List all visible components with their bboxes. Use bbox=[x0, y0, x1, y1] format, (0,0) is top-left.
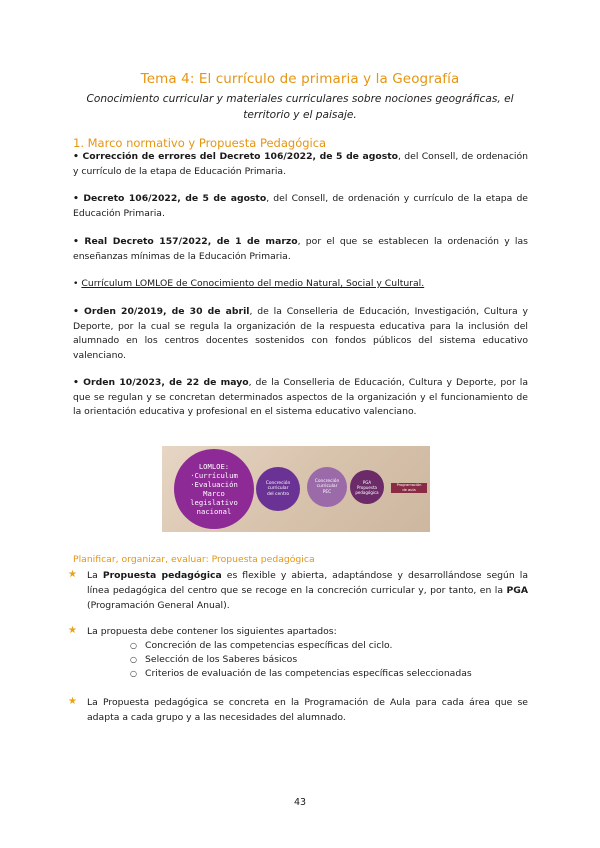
diagram-circle-concrecion-centro: Concreción curricular del centro bbox=[256, 467, 300, 511]
paragraph-real-decreto bbox=[73, 235, 528, 264]
star-item-propuesta bbox=[87, 568, 528, 613]
diagram-circle-lomloe: LOMLOE: ·Currículum ·Evaluación Marco legislativo nacional bbox=[174, 449, 254, 529]
document-title: Tema 4: El currículo de primaria y la Geografía bbox=[140, 71, 460, 87]
circle-bullet-icon: ○ bbox=[130, 669, 137, 678]
sub-item: Selección de los Saberes básicos bbox=[145, 654, 298, 665]
subtitle-line-1: Conocimiento curricular y materiales curriculares sobre nociones geográficas, el bbox=[86, 93, 514, 105]
paragraph-bold: • Orden 10/2023, de 22 de mayo bbox=[73, 377, 249, 388]
circle-bullet-icon: ○ bbox=[130, 655, 137, 664]
star-bullet-icon: ★ bbox=[68, 569, 77, 580]
item-text: es flexible y abierta, adaptándose y desarrollándose según la línea pedagógica del centro que se recoge en la concreción curricular y, por tanto, en la bbox=[87, 570, 529, 596]
circle-bullet-icon: ○ bbox=[130, 641, 137, 650]
paragraph-bold: • Corrección de errores del Decreto 106/2022, de 5 de agosto bbox=[73, 151, 399, 162]
bullet: • bbox=[73, 278, 82, 289]
paragraph-orden-20-2019 bbox=[73, 305, 528, 363]
subtitle-line-2: territorio y el paisaje. bbox=[243, 109, 357, 121]
sub-item: Concreción de las competencias específicas del ciclo. bbox=[145, 640, 393, 651]
page-number: 43 bbox=[293, 797, 307, 808]
star-item-programacion-aula: La Propuesta pedagógica se concreta en la Programación de Aula para cada área que se adapta a cada grupo y a las necesidades del alumnado. bbox=[87, 697, 528, 723]
item-text: (Programación General Anual). bbox=[87, 600, 230, 611]
item-text: La bbox=[87, 570, 103, 581]
star-bullet-icon: ★ bbox=[68, 696, 77, 707]
paragraph-text: , por el que se establecen la ordenación y las enseñanzas mínimas de la Educación Primaria. bbox=[73, 236, 528, 262]
paragraph-bold: • Decreto 106/2022, de 5 de agosto bbox=[73, 193, 267, 204]
diagram-circle-pga: PGA Propuesta pedagógica bbox=[350, 470, 384, 504]
star-item-apartados: La propuesta debe contener los siguientes apartados: bbox=[87, 626, 337, 637]
paragraph-text: , de la Conselleria de Educación, Cultura y Deporte, por la que se regulan y se concretan determinados aspectos de la organización y el funcionamiento de la orientación educativa y profesional en el sistema educativo valenciano. bbox=[73, 377, 528, 418]
section-heading-marco-normativo: 1. Marco normativo y Propuesta Pedagógica bbox=[73, 136, 327, 150]
paragraph-curriculum-link bbox=[73, 277, 528, 292]
document-subtitle bbox=[60, 91, 540, 123]
section-heading-planificar: Planificar, organizar, evaluar: Propuesta pedagógica bbox=[73, 554, 315, 565]
paragraph-orden-10-2023 bbox=[73, 376, 528, 420]
diagram-circle-pec: Concreción curricular PEC bbox=[307, 467, 347, 507]
curriculum-link[interactable]: Currículum LOMLOE de Conocimiento del medio Natural, Social y Cultural. bbox=[81, 278, 425, 289]
paragraph-bold: • Orden 20/2019, de 30 de abril bbox=[73, 306, 250, 317]
star-bullet-icon: ★ bbox=[68, 625, 77, 636]
item-bold: PGA bbox=[506, 585, 528, 596]
diagram-box-programacion-aula: Programación de aula bbox=[391, 483, 427, 493]
paragraph-text: , de la Conselleria de Educación, Investigación, Cultura y Deporte, por la cual se regula la organización de la respuesta educativa para la inclusión del alumnado en los centros docentes sostenidos con fondos públicos del sistema educativo valenciano. bbox=[73, 306, 528, 361]
paragraph-decreto-106 bbox=[73, 192, 528, 221]
item-bold: Propuesta pedagógica bbox=[102, 570, 222, 581]
paragraph-text: , del Consell, de ordenación y currículo de la etapa de Educación Primaria. bbox=[73, 151, 528, 177]
paragraph-text: , del Consell, de ordenación y currículo de la etapa de Educación Primaria. bbox=[73, 193, 529, 219]
paragraph-correccion-decreto bbox=[73, 150, 528, 179]
sub-item: Criterios de evaluación de las competencias específicas seleccionadas bbox=[145, 668, 472, 679]
curriculum-levels-diagram bbox=[162, 446, 430, 532]
paragraph-bold: • Real Decreto 157/2022, de 1 de marzo bbox=[73, 236, 298, 247]
